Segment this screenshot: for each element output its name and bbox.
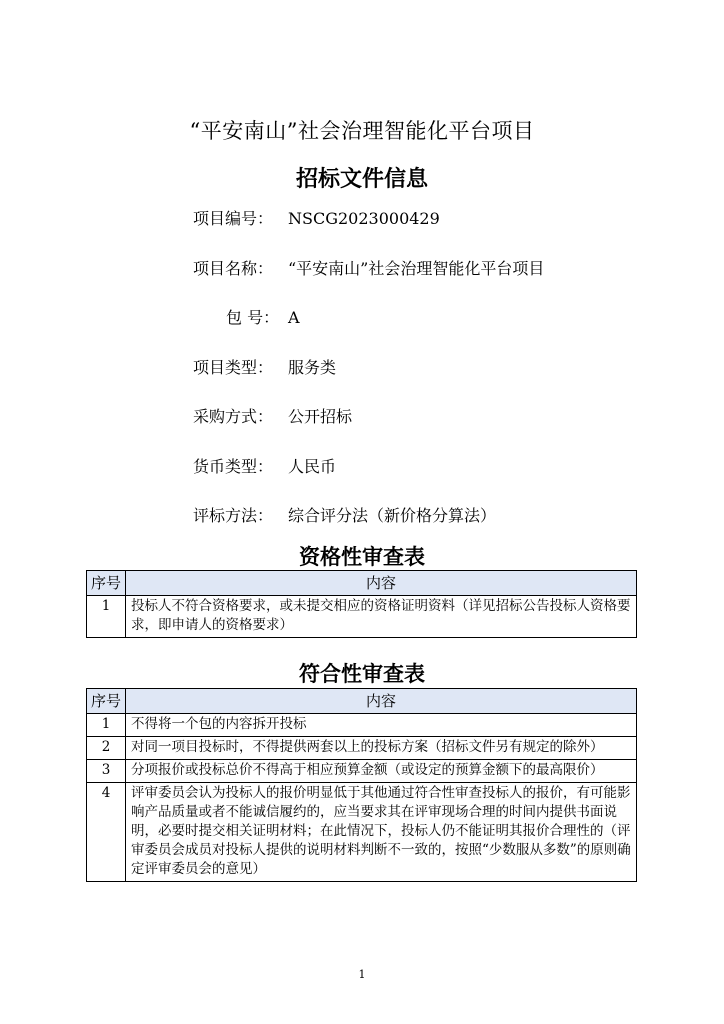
info-value: 综合评分法（新价格分算法） [288, 506, 497, 525]
row-index: 4 [87, 783, 126, 882]
row-index: 1 [87, 714, 126, 737]
info-label: 项目名称： [193, 258, 274, 278]
info-value: 人民币 [288, 456, 337, 476]
document-subtitle: 招标文件信息 [295, 167, 428, 192]
table-row [87, 714, 637, 737]
info-row-project-name [193, 258, 673, 308]
info-label: 评标方法： [193, 506, 274, 525]
row-content: 对同一项目投标时，不得提供两套以上的投标方案（招标文件另有规定的除外） [126, 737, 637, 760]
info-value: “平安南山”社会治理智能化平台项目 [288, 258, 545, 278]
info-label: 项目编号： [193, 209, 274, 228]
row-index: 3 [87, 760, 126, 783]
tender-info-list [193, 208, 673, 555]
info-row-project-number [193, 208, 673, 258]
column-header-content: 内容 [126, 689, 637, 714]
column-header-content: 内容 [126, 571, 637, 596]
info-label: 包 号： [226, 308, 280, 327]
qualification-table-title: 资格性审查表 [299, 545, 425, 569]
info-value: 公开招标 [288, 407, 353, 426]
row-content: 分项报价或投标总价不得高于相应预算金额（或设定的预算金额下的最高限价） [126, 760, 637, 783]
compliance-table-title: 符合性审查表 [299, 662, 425, 686]
table-row [87, 596, 637, 638]
table-row [87, 760, 637, 783]
row-content: 评审委员会认为投标人的报价明显低于其他通过符合性审查投标人的报价，有可能影响产品质量或者不能诚信履约的，应当要求其在评审现场合理的时间内提供书面说明，必要时提交相关证明材料；在此情况下，投标人仍不能证明其报价合理性的（评审委员会成员对投标人提供的说明材料判断不一致的，按照“少数服从多数”的原则确定评审委员会的意见） [126, 783, 637, 882]
info-value: 服务类 [288, 357, 337, 377]
column-header-index: 序号 [87, 689, 126, 714]
info-label: 项目类型： [193, 357, 274, 377]
table-header-row [87, 689, 637, 714]
info-row-procurement-method [193, 406, 673, 456]
row-index: 2 [87, 737, 126, 760]
table-header-row [87, 571, 637, 596]
info-row-project-type [193, 357, 673, 407]
table-row [87, 783, 637, 882]
row-index: 1 [87, 596, 126, 638]
document-title: “平安南山”社会治理智能化平台项目 [189, 119, 535, 143]
table-row [87, 737, 637, 760]
row-content: 投标人不符合资格要求，或未提交相应的资格证明资料（详见招标公告投标人资格要求，即申请人的资格要求） [126, 596, 637, 638]
info-row-package-number [193, 307, 673, 357]
qualification-table [86, 570, 637, 638]
info-label: 采购方式： [193, 407, 274, 426]
column-header-index: 序号 [87, 571, 126, 596]
page-number: 1 [358, 968, 366, 981]
info-value: A [288, 308, 300, 327]
info-row-currency [193, 456, 673, 506]
info-label: 货币类型： [193, 456, 274, 476]
info-value: NSCG2023000429 [288, 209, 440, 228]
compliance-table [86, 688, 637, 882]
row-content: 不得将一个包的内容拆开投标 [126, 714, 637, 737]
